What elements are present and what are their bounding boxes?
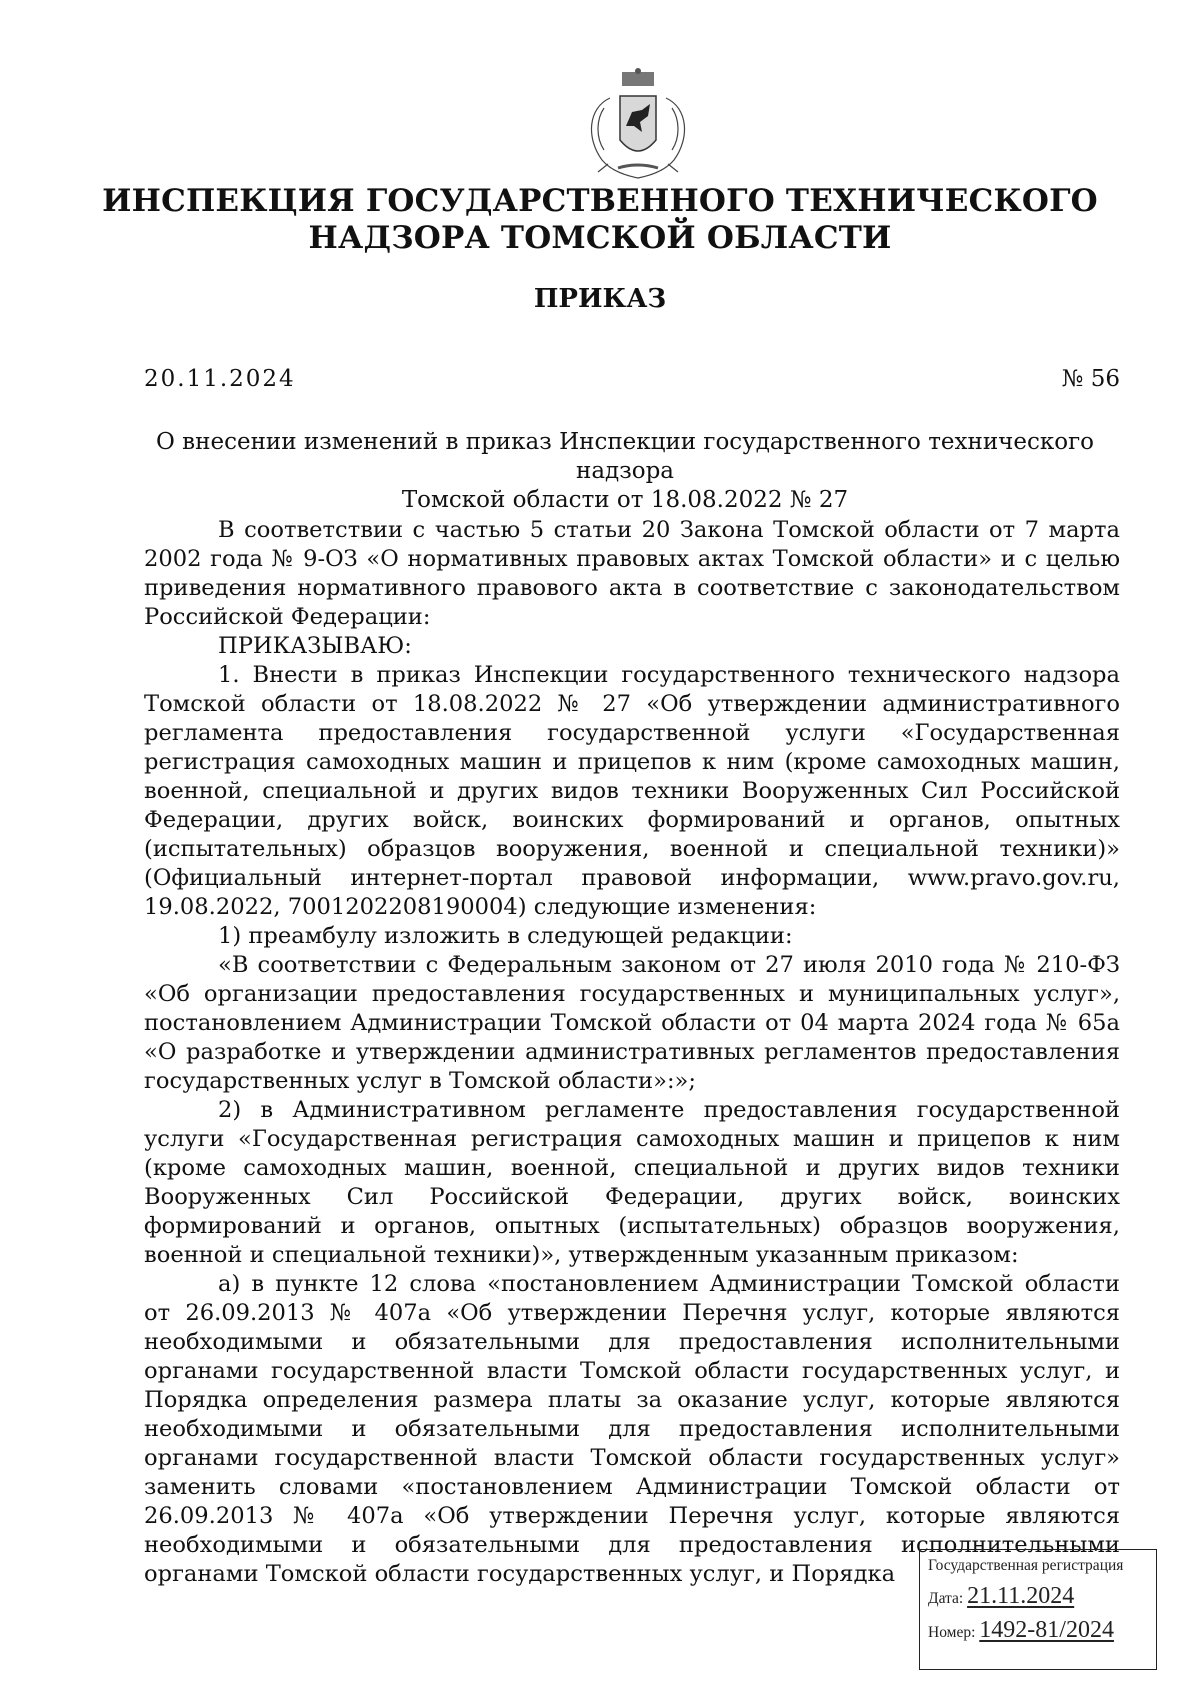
registration-stamp-title: Государственная регистрация [928,1557,1124,1574]
body-paragraph: В соответствии с частью 5 статьи 20 Закона Томской области от 7 марта 2002 года № 9-ОЗ «О нормативных правовых актах Томской области» и с целью приведения нормативного правового акта в соответствие с законодательством Российской Федерации: [144,517,1120,630]
registration-stamp [919,1549,1157,1670]
registration-date-row [928,1583,1156,1610]
body-paragraph: 1. Внести в приказ Инспекции государственного технического надзора Томской области от 18.08.2022 № 27 «Об утверждении административного регламента предоставления государственной услуги «Государственная регистрация самоходных машин и прицепов к ним (кроме самоходных машин, военной, специальной и других видов техники Вооруженных Сил Российской Федерации, других войск, воинских формирований и органов, опытных (испытательных) образцов вооружения, военной и специальной техники)» (Официальный интернет-портал правовой информации, www.pravo.gov.ru, 19.08.2022, 7001202208190004) следующие изменения: [144,662,1120,920]
registration-date-value: 21.11.2024 [967,1583,1075,1609]
document-number: № 56 [1061,366,1120,392]
document-subject [130,428,1120,515]
body-paragraph: «В соответствии с Федеральным законом от 27 июля 2010 года № 210-ФЗ «Об организации предоставления государственных и муниципальных услуг», постановлением Администрации Томской области от 04 марта 2024 года № 65а «О разработке и утверждении административных регламентов предоставления государственных услуг в Томской области»:»; [144,952,1120,1094]
body-paragraph: а) в пункте 12 слова «постановлением Администрации Томской области от 26.09.2013 № 407а «Об утверждении Перечня услуг, которые являются необходимыми и обязательными для предоставления исполнительными органами государственной власти Томской области государственных услуг, и Порядка определения размера платы за оказание услуг, которые являются необходимыми и обязательными для предоставления исполнительными органами государственной власти Томской области государственных услуг» заменить словами «постановлением Администрации Томской области от 26.09.2013 № 407а «Об утверждении Перечня услуг, которые являются необходимыми и обязательными для предоставления исполнительными органами Томской области государственных услуг, и Порядка [144,1271,1120,1587]
body-paragraph: 2) в Административном регламенте предоставления государственной услуги «Государственная регистрация самоходных машин и прицепов к ним (кроме самоходных машин, военной, специальной и других видов техники Вооруженных Сил Российской Федерации, других войск, воинских формирований и органов, опытных (испытательных) образцов вооружения, военной и специальной техники)», утвержденным указанным приказом: [144,1097,1120,1268]
registration-number-label: Номер: [928,1624,976,1641]
registration-number-value: 1492-81/2024 [979,1617,1114,1643]
registration-date-label: Дата: [928,1590,964,1607]
document-type: ПРИКАЗ [533,284,667,314]
body-paragraph: ПРИКАЗЫВАЮ: [218,633,412,659]
document-subject-line2: Томской области от 18.08.2022 № 27 [401,487,849,513]
organization-name [0,183,1200,257]
document-body [144,516,1120,1589]
document-subject-line1: О внесении изменений в приказ Инспекции государственного технического надзора [156,429,1094,484]
coat-of-arms-icon [568,68,708,180]
body-paragraph: 1) преамбулу изложить в следующей редакции: [218,923,793,949]
organization-name-line1: ИНСПЕКЦИЯ ГОСУДАРСТВЕННОГО ТЕХНИЧЕСКОГО [102,183,1098,219]
registration-number-row [928,1617,1156,1644]
organization-name-line2: НАДЗОРА ТОМСКОЙ ОБЛАСТИ [308,220,892,256]
document-date: 20.11.2024 [144,366,296,392]
